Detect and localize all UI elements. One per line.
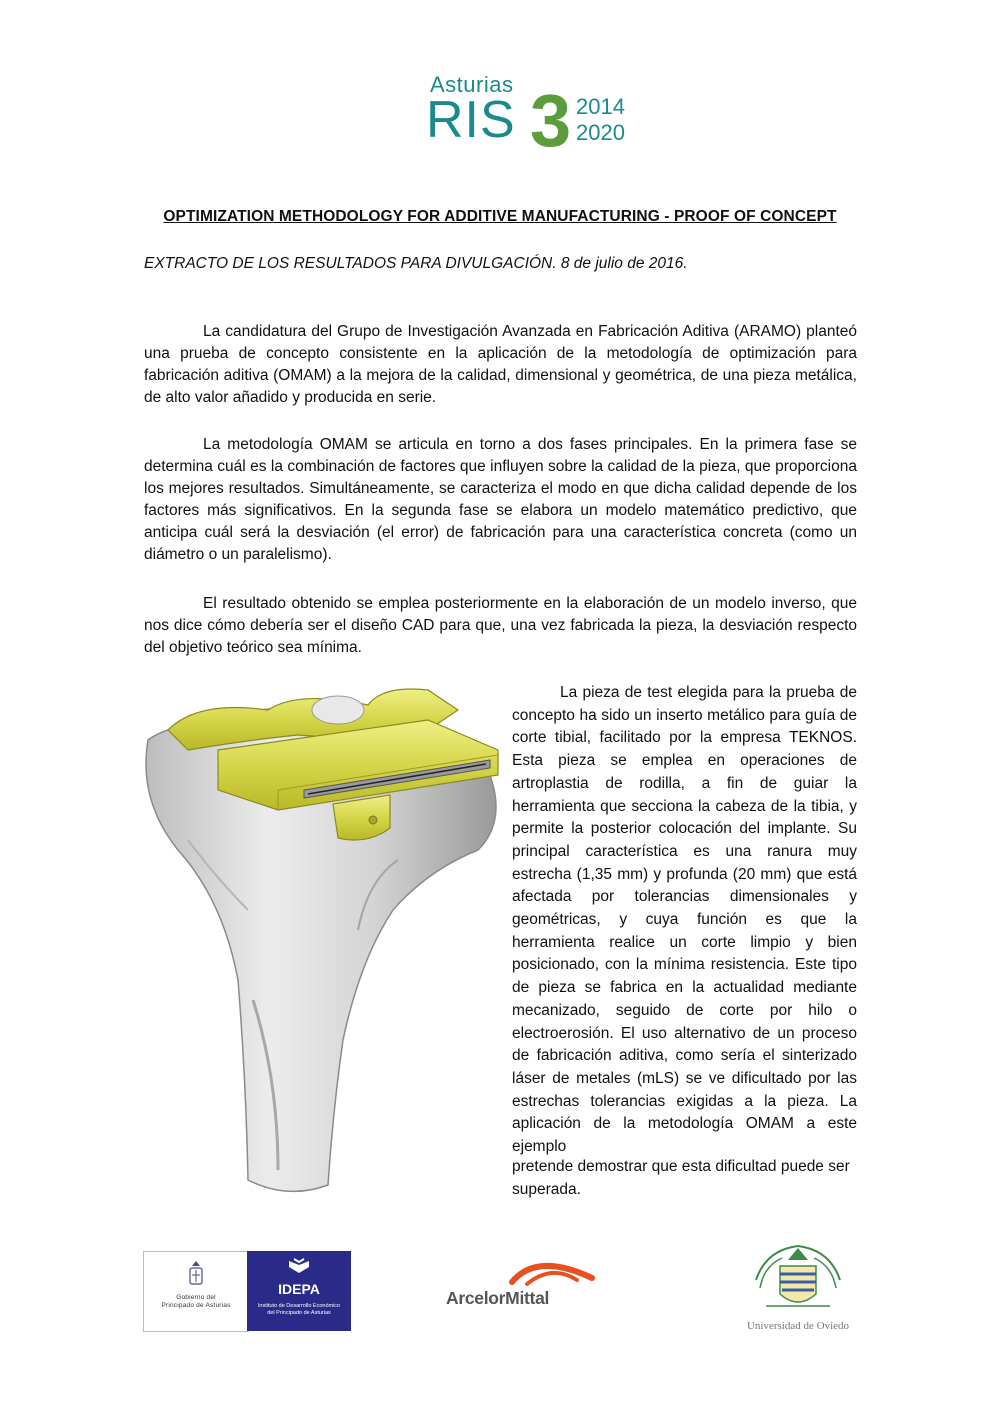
logo-year-end: 2020 — [576, 120, 625, 145]
logo-number: 3 — [530, 79, 572, 162]
arcelor-swoosh-icon — [442, 1250, 602, 1290]
paragraph-test-piece-conclusion: pretende demostrar que esta dificultad puede ser superada. — [512, 1158, 850, 1198]
document-subtitle: EXTRACTO DE LOS RESULTADOS PARA DIVULGACIÓN. 8 de julio de 2016. — [144, 255, 688, 272]
idepa-desc-line1: Instituto de Desarrollo Económico — [257, 1303, 341, 1309]
logo-brand: RIS — [426, 91, 516, 149]
idepa-symbol-icon — [247, 1251, 351, 1281]
gobierno-label-line2: Principado de Asturias — [161, 1302, 231, 1309]
idepa-desc-line2: del Principado de Asturias — [267, 1310, 331, 1316]
gobierno-label-line1: Gobierno del — [176, 1294, 216, 1301]
gobierno-asturias-logo — [143, 1251, 249, 1332]
logo-year-start: 2014 — [576, 94, 625, 119]
paragraph-methodology: La metodología OMAM se articula en torno a dos fases principales. En la primera fase se determina cuál es la combinación de factores que influyen sobre la calidad de la pieza, que proporciona los mejores resultados. Simultáneamente, se caracteriza el modo en que dicha calidad depende de los factores más significativos. En la segunda fase se elabora un modelo matemático predictivo, que anticipa cuál será la desviación (el error) de fabricación para una característica concreta (como un diámetro o un paralelismo). — [144, 436, 857, 563]
university-name: Universidad de Oviedo — [746, 1320, 850, 1332]
idepa-logo — [247, 1251, 351, 1331]
university-crest-icon — [736, 1240, 860, 1318]
logo-region: Asturias — [430, 72, 514, 97]
coat-of-arms-icon — [144, 1252, 248, 1294]
tibia-cutting-guide-image — [128, 680, 508, 1220]
paragraph-inverse-model: El resultado obtenido se emplea posteriormente en la elaboración de un modelo inverso, que nos dice cómo debería ser el diseño CAD para que, una vez fabricada la pieza, la desviación respecto del objetivo teórico sea mínima. — [144, 595, 857, 656]
arcelor-name: ArcelorMittal — [446, 1288, 550, 1308]
idepa-name: IDEPA — [278, 1281, 320, 1297]
arcelormittal-logo — [442, 1250, 602, 1320]
ris3-logo — [426, 72, 646, 162]
paragraph-intro: La candidatura del Grupo de Investigación Avanzada en Fabricación Aditiva (ARAMO) planteó una prueba de concepto consistente en la aplicación de la metodología de optimización para fabricación aditiva (OMAM) a la mejora de la calidad, dimensional y geométrica, de una pieza metálica, de alto valor añadido y producida en serie. — [144, 323, 857, 406]
universidad-oviedo-logo — [736, 1240, 860, 1340]
document-title: OPTIMIZATION METHODOLOGY FOR ADDITIVE MANUFACTURING - PROOF OF CONCEPT — [163, 208, 837, 225]
paragraph-test-piece: La pieza de test elegida para la prueba de concepto ha sido un inserto metálico para guía de corte tibial, facilitado por la empresa TEKNOS. Esta pieza se emplea en operaciones de artroplastia de rodilla, a fin de guiar la herramienta que secciona la cabeza de la tibia, y permite la posterior colocación del implante. Su principal característica es una ranura muy estrecha (1,35 mm) y profunda (20 mm) que está afectada por tolerancias dimensionales y geométricas, y cuya función es que la herramienta realice un corte limpio y bien posicionado, con la mínima resistencia. Este tipo de pieza se fabrica en la actualidad mediante mecanizado, seguido de corte por hilo o electroerosión. El uso alternativo de un proceso de fabricación aditiva, como sería el sinterizado láser de metales (mLS) se ve dificultado por las estrechas tolerancias exigidas a la pieza. La aplicación de la metodología OMAM a este ejemplo — [512, 684, 857, 1156]
